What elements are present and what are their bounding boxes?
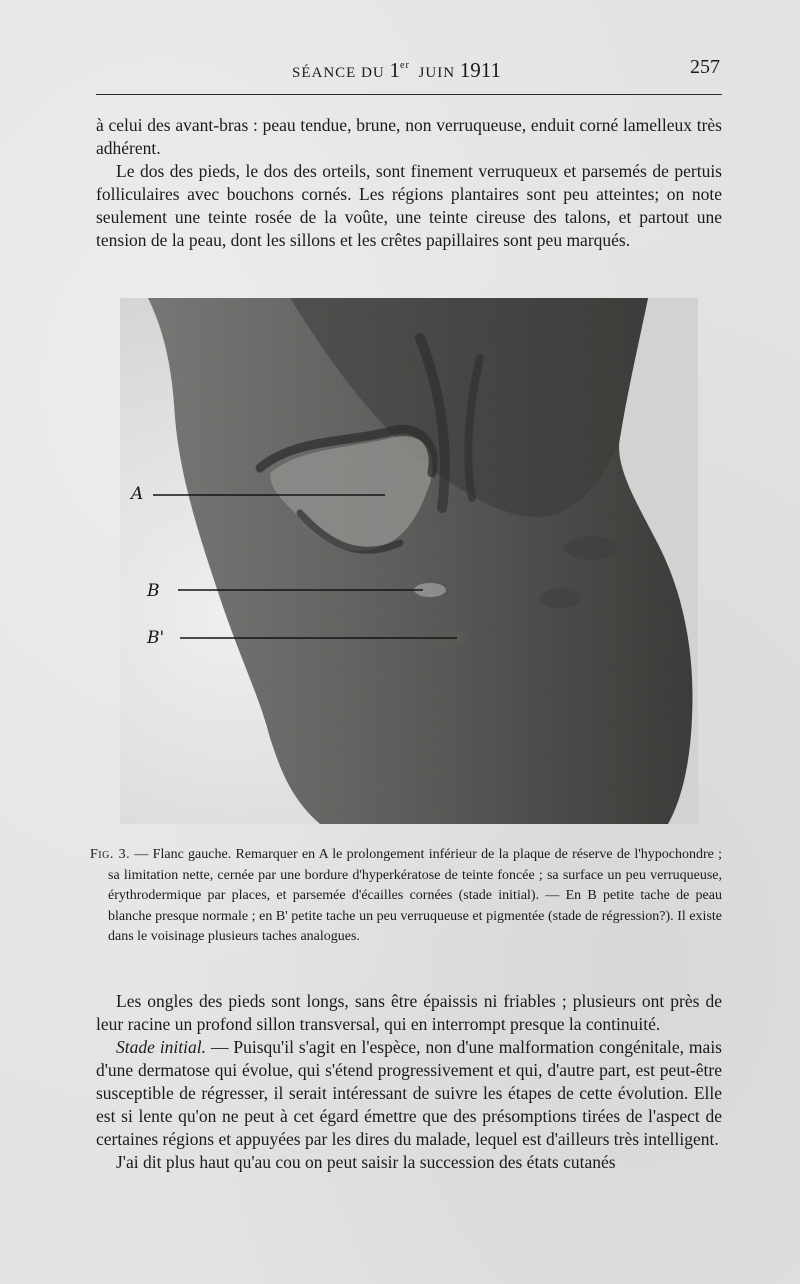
label-b: B <box>147 581 160 601</box>
header-rule <box>96 94 722 95</box>
running-header <box>96 56 720 84</box>
header-title <box>292 58 501 83</box>
header-day: 1 <box>389 58 401 82</box>
body-text-top <box>96 114 722 252</box>
caption-label: Fig. 3. <box>90 847 131 862</box>
page-number: 257 <box>690 56 720 78</box>
label-b-prime: B' <box>147 628 165 648</box>
spot-neighbor-1 <box>540 588 580 608</box>
header-month: JUIN <box>418 65 456 81</box>
body-text-bottom <box>96 990 722 1174</box>
initial-stage-text: — Puisqu'il s'agit en l'espèce, non d'une malformation congénitale, mais d'une dermatose qui évolue, qui s'étend progressivement et qui, d'autre part, est peut-être susceptible de régresser, il serait intéressant de suivre les étapes de cette évolution. Elle est si lente qu'on ne peut à cet égard émettre que des présomptions tirées de l'aspect de certaines régions et appuyées par les dires du malade, lequel est d'ailleurs très intelligent. <box>96 1037 722 1149</box>
figure-photograph <box>120 298 698 824</box>
paragraph-nails: Les ongles des pieds sont longs, sans être épaissis ni friables ; plusieurs ont près de leur racine un profond sillon transversal, qui en interrompt presque la continuité. <box>96 991 722 1034</box>
label-a: A <box>131 484 144 504</box>
paragraph-feet: Le dos des pieds, le dos des orteils, sont finement verruqueux et parsemés de pertuis folliculaires avec bouchons cornés. Les régions plantaires sont peu atteintes; on note seulement une teinte rosée de la voûte, une teinte cireuse des talons, et partout une tension de la peau, dont les sillons et les crêtes papillaires sont peu marqués. <box>96 161 722 250</box>
paragraph-neck: J'ai dit plus haut qu'au cou on peut saisir la succession des états cutanés <box>116 1152 616 1172</box>
flank-photo-illustration <box>120 298 698 824</box>
caption-text: — Flanc gauche. Remarquer en A le prolongement inférieur de la plaque de réserve de l'hypochondre ; sa limitation nette, cernée par une bordure d'hyperkératose de teinte foncée ; sa surface un peu verruqueuse, érythrodermique par places, et parsemée d'écailles cornées (stade initial). — En B petite tache de peau blanche presque normale ; en B' petite tache un peu verruqueuse et pigmentée (stade de régression?). Il existe dans le voisinage plusieurs taches analogues. <box>108 847 722 944</box>
figure-caption <box>90 845 722 948</box>
paragraph-continuation: à celui des avant-bras : peau tendue, brune, non verruqueuse, enduit corné lamelleux très adhérent. <box>96 115 722 158</box>
header-title-prefix: SÉANCE DU <box>292 65 385 81</box>
header-year: 1911 <box>459 58 502 82</box>
initial-stage-lead: Stade initial. <box>116 1037 207 1057</box>
header-day-suffix: er <box>400 60 410 71</box>
spot-neighbor-2 <box>564 536 616 560</box>
paragraph-initial-stage <box>96 1036 722 1151</box>
